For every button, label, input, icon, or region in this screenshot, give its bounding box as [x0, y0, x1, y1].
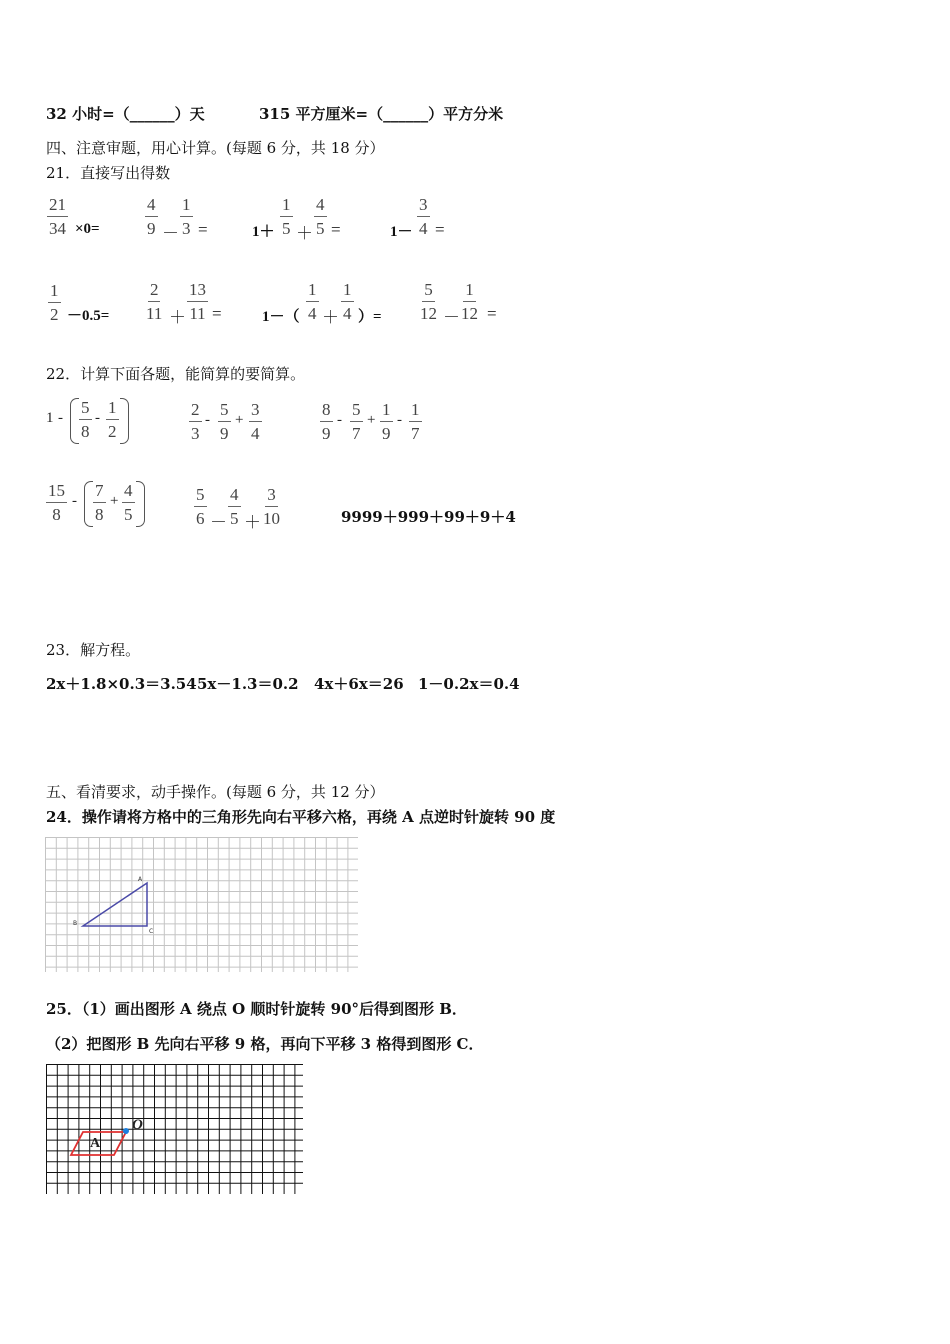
- fraction: $\frac{4}{5}$: [316, 195, 325, 238]
- q24-title: 24．操作请将方格中的三角形先向右平移六格，再绕 A 点逆时针旋转 90 度: [46, 808, 556, 826]
- operator: =: [487, 304, 497, 323]
- operator: 1－: [390, 224, 413, 240]
- q21-title: 21．直接写出得数: [46, 164, 171, 182]
- fraction: $\frac{5}{8}$: [81, 398, 90, 441]
- operator: ＋: [169, 308, 186, 327]
- operator: -: [58, 410, 63, 426]
- fraction: $\frac{1}{2}$: [108, 398, 117, 441]
- fraction: $\frac{21}{34}$: [49, 195, 66, 238]
- paren-right: [120, 398, 129, 444]
- fraction: $\frac{2}{11}$: [146, 280, 163, 323]
- fraction: $\frac{1}{12}$: [461, 280, 478, 323]
- triangle-abc: [83, 883, 147, 926]
- section5-title: 五、看清要求，动手操作。(每题 6 分，共 12 分）: [46, 783, 385, 801]
- vertex-label-a: A: [138, 876, 143, 883]
- operator: =: [331, 220, 341, 239]
- operator: +: [110, 493, 119, 509]
- fraction: $\frac{4}{9}$: [147, 195, 156, 238]
- operator: ＋: [296, 224, 313, 243]
- equation: 2x＋1.8×0.3＝3.54: [46, 675, 197, 693]
- point-o: [123, 1128, 129, 1134]
- fraction: $\frac{15}{8}$: [48, 481, 65, 524]
- equation: 4x＋6x＝26: [314, 675, 404, 693]
- equation: 5x－1.3＝0.2: [197, 675, 299, 693]
- operator: -: [337, 412, 342, 428]
- q25-line2: （2）把图形 B 先向右平移 9 格，再向下平移 3 格得到图形 C．: [46, 1035, 484, 1053]
- section4-title: 四、注意审题，用心计算。(每题 6 分，共 18 分）: [46, 139, 385, 157]
- fraction: $\frac{3}{4}$: [251, 400, 260, 443]
- operator: －: [443, 308, 460, 327]
- paren-left: [84, 481, 93, 527]
- operator: +: [235, 412, 244, 428]
- operator: 1＋: [252, 224, 275, 240]
- fraction: $\frac{3}{4}$: [419, 195, 428, 238]
- operator: 1: [46, 410, 54, 426]
- operator: -: [72, 493, 77, 509]
- fraction: $\frac{1}{9}$: [382, 400, 391, 443]
- operator: -: [95, 410, 100, 426]
- fraction: $\frac{5}{12}$: [420, 280, 437, 323]
- conversion-q2: 315 平方厘米=（______）平方分米: [259, 105, 504, 123]
- fraction: $\frac{5}{6}$: [196, 485, 205, 528]
- q25-line1: 25．（1）画出图形 A 绕点 O 顺时针旋转 90°后得到图形 B．: [46, 1000, 467, 1018]
- operator: －: [162, 224, 179, 243]
- operator: -: [205, 412, 210, 428]
- fraction: $\frac{1}{5}$: [282, 195, 291, 238]
- fraction: $\frac{7}{8}$: [95, 481, 104, 524]
- vertex-label-b: B: [73, 920, 78, 927]
- operator: =: [435, 220, 445, 239]
- q24-grid: [45, 837, 359, 973]
- q25-grid: [46, 1064, 304, 1195]
- operator: =: [198, 220, 208, 239]
- q23-title: 23．解方程。: [46, 641, 141, 659]
- fraction: $\frac{1}{4}$: [343, 280, 352, 323]
- operator: －0.5=: [67, 308, 110, 324]
- vertex-label-c: C: [149, 928, 154, 935]
- operator: ）=: [358, 309, 382, 325]
- operator: ×0=: [75, 221, 100, 237]
- operator: 1－（: [262, 309, 300, 325]
- fraction: $\frac{3}{10}$: [263, 485, 280, 528]
- fraction: $\frac{4}{5}$: [230, 485, 239, 528]
- operator: ＋: [322, 308, 339, 327]
- operator: -: [397, 412, 402, 428]
- paren-right: [136, 481, 145, 527]
- q22-title: 22．计算下面各题，能简算的要简算。: [46, 365, 306, 383]
- operator: +: [367, 412, 376, 428]
- shape-label-a: A: [90, 1136, 101, 1151]
- fraction: $\frac{5}{7}$: [352, 400, 361, 443]
- paren-left: [70, 398, 79, 444]
- fraction: $\frac{2}{3}$: [191, 400, 200, 443]
- fraction: $\frac{1}{4}$: [308, 280, 317, 323]
- equation: 1－0.2x＝0.4: [418, 675, 520, 693]
- fraction: $\frac{13}{11}$: [189, 280, 206, 323]
- conversion-q1: 32 小时=（______）天: [46, 105, 205, 123]
- operator: ＋: [244, 513, 261, 532]
- fraction: $\frac{1}{2}$: [50, 281, 59, 324]
- fraction: $\frac{4}{5}$: [124, 481, 133, 524]
- operator: =: [212, 304, 222, 323]
- point-label-o: O: [132, 1117, 143, 1133]
- operator: －: [210, 513, 227, 532]
- fraction: $\frac{8}{9}$: [322, 400, 331, 443]
- fraction: $\frac{5}{9}$: [220, 400, 229, 443]
- fraction: $\frac{1}{7}$: [411, 400, 420, 443]
- sum-expression: 9999＋999＋99＋9＋4: [341, 508, 516, 526]
- fraction: $\frac{1}{3}$: [182, 195, 191, 238]
